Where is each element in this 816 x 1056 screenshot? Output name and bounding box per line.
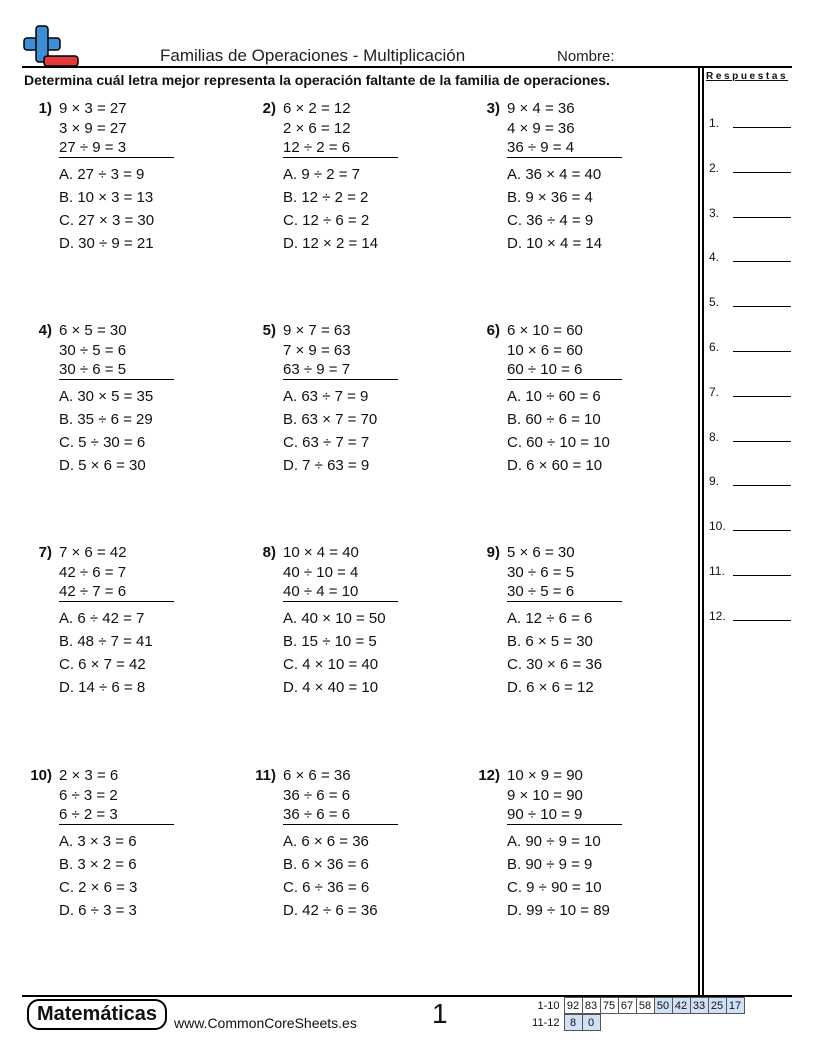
answer-option: B. 9 × 36 = 4 bbox=[507, 189, 593, 206]
fact-family-line: 10 × 9 = 90 bbox=[507, 767, 583, 784]
fact-family-line: 30 ÷ 6 = 5 bbox=[507, 563, 575, 581]
answer-blank[interactable] bbox=[733, 575, 791, 576]
problem-7 bbox=[22, 544, 222, 734]
fact-family-line: 42 ÷ 6 = 7 bbox=[59, 563, 127, 581]
answer-option: D. 14 ÷ 6 = 8 bbox=[59, 679, 146, 696]
fact-family-line: 10 × 6 = 60 bbox=[507, 341, 583, 359]
answer-option: C. 4 × 10 = 40 bbox=[283, 656, 379, 673]
answer-number: 7. bbox=[709, 384, 720, 399]
problem-number: 6) bbox=[486, 322, 500, 339]
answer-option: C. 30 × 6 = 36 bbox=[507, 656, 603, 673]
answer-row bbox=[709, 609, 793, 625]
score-cell: 67 bbox=[618, 998, 636, 1014]
answer-option: D. 30 ÷ 9 = 21 bbox=[59, 235, 154, 252]
answer-blank[interactable] bbox=[733, 306, 791, 307]
answer-option: D. 6 ÷ 3 = 3 bbox=[59, 902, 137, 919]
answer-option: A. 6 × 6 = 36 bbox=[283, 833, 369, 850]
answer-option: B. 12 ÷ 2 = 2 bbox=[283, 189, 369, 206]
problem-6 bbox=[470, 322, 670, 512]
answer-row bbox=[709, 519, 793, 535]
answer-number: 12. bbox=[709, 608, 726, 623]
fact-family-line: 36 ÷ 6 = 6 bbox=[283, 806, 398, 825]
fact-family-line: 6 × 5 = 30 bbox=[59, 322, 127, 339]
answer-option: D. 12 × 2 = 14 bbox=[283, 235, 379, 252]
answer-option: D. 4 × 40 = 10 bbox=[283, 679, 379, 696]
answer-option: C. 12 ÷ 6 = 2 bbox=[283, 212, 370, 229]
score-range-label: 1-10 bbox=[537, 999, 560, 1012]
answer-option: A. 12 ÷ 6 = 6 bbox=[507, 610, 593, 627]
answer-option: B. 60 ÷ 6 = 10 bbox=[507, 411, 601, 428]
score-table-row-2 bbox=[530, 1014, 601, 1031]
answer-option: A. 6 ÷ 42 = 7 bbox=[59, 610, 145, 627]
score-cell: 58 bbox=[636, 998, 654, 1014]
answer-blank[interactable] bbox=[733, 172, 791, 173]
answer-row bbox=[709, 474, 793, 490]
answer-option: B. 63 × 7 = 70 bbox=[283, 411, 378, 428]
math-logo-icon bbox=[22, 24, 80, 68]
answer-blank[interactable] bbox=[733, 217, 791, 218]
answer-option: C. 60 ÷ 10 = 10 bbox=[507, 434, 610, 451]
fact-family-line: 10 × 4 = 40 bbox=[283, 544, 359, 561]
problem-number: 1) bbox=[38, 100, 52, 117]
answer-option: A. 90 ÷ 9 = 10 bbox=[507, 833, 601, 850]
answer-column-divider bbox=[702, 68, 704, 996]
answer-blank[interactable] bbox=[733, 351, 791, 352]
answer-option: A. 3 × 3 = 6 bbox=[59, 833, 137, 850]
fact-family-line: 9 × 10 = 90 bbox=[507, 786, 583, 804]
problem-11 bbox=[246, 767, 446, 957]
fact-family-line: 27 ÷ 9 = 3 bbox=[59, 139, 174, 158]
answer-option: B. 6 × 36 = 6 bbox=[283, 856, 369, 873]
answer-option: A. 63 ÷ 7 = 9 bbox=[283, 388, 369, 405]
answer-option: D. 7 ÷ 63 = 9 bbox=[283, 457, 370, 474]
answer-option: B. 48 ÷ 7 = 41 bbox=[59, 633, 153, 650]
answer-option: C. 5 ÷ 30 = 6 bbox=[59, 434, 146, 451]
fact-family-line: 30 ÷ 5 = 6 bbox=[59, 341, 127, 359]
fact-family-line: 9 × 4 = 36 bbox=[507, 100, 575, 117]
fact-family-line: 6 ÷ 2 = 3 bbox=[59, 806, 174, 825]
fact-family-line: 12 ÷ 2 = 6 bbox=[283, 139, 398, 158]
name-label: Nombre: bbox=[557, 48, 615, 65]
fact-family-line: 4 × 9 = 36 bbox=[507, 119, 575, 137]
score-cell: 83 bbox=[582, 998, 600, 1014]
answer-option: B. 90 ÷ 9 = 9 bbox=[507, 856, 593, 873]
fact-family-line: 2 × 3 = 6 bbox=[59, 767, 119, 784]
problem-number: 2) bbox=[262, 100, 276, 117]
problem-2 bbox=[246, 100, 446, 290]
answer-option: A. 40 × 10 = 50 bbox=[283, 610, 386, 627]
score-cell: 33 bbox=[690, 998, 708, 1014]
answer-blank[interactable] bbox=[733, 396, 791, 397]
answer-option: C. 6 ÷ 36 = 6 bbox=[283, 879, 370, 896]
fact-family-line: 36 ÷ 6 = 6 bbox=[283, 786, 351, 804]
answer-column-divider bbox=[698, 68, 700, 996]
problem-8 bbox=[246, 544, 446, 734]
site-url: www.CommonCoreSheets.es bbox=[174, 1015, 357, 1031]
brand-badge: Matemáticas bbox=[27, 999, 167, 1030]
instructions: Determina cuál letra mejor representa la operación faltante de la familia de operaciones. bbox=[24, 72, 610, 88]
score-cell: 75 bbox=[600, 998, 618, 1014]
answer-number: 5. bbox=[709, 295, 720, 310]
fact-family-line: 9 × 3 = 27 bbox=[59, 100, 127, 117]
answer-number: 6. bbox=[709, 340, 720, 354]
fact-family-line: 6 × 10 = 60 bbox=[507, 322, 583, 339]
answer-option: B. 35 ÷ 6 = 29 bbox=[59, 411, 153, 428]
fact-family-line: 90 ÷ 10 = 9 bbox=[507, 806, 622, 825]
answer-option: C. 2 × 6 = 3 bbox=[59, 879, 138, 896]
answer-number: 8. bbox=[709, 429, 720, 444]
score-cell: 25 bbox=[708, 998, 726, 1014]
answer-number: 11. bbox=[709, 564, 725, 578]
answer-number: 9. bbox=[709, 474, 720, 489]
answer-option: B. 15 ÷ 10 = 5 bbox=[283, 633, 377, 650]
fact-family-line: 3 × 9 = 27 bbox=[59, 119, 127, 137]
fact-family-line: 7 × 6 = 42 bbox=[59, 544, 127, 561]
fact-family-line: 30 ÷ 5 = 6 bbox=[507, 583, 622, 602]
problem-number: 8) bbox=[262, 544, 276, 561]
score-cell: 42 bbox=[672, 998, 690, 1014]
problem-1 bbox=[22, 100, 222, 290]
fact-family-line: 6 × 2 = 12 bbox=[283, 100, 351, 117]
problem-number: 11) bbox=[255, 767, 276, 784]
answer-option: A. 36 × 4 = 40 bbox=[507, 166, 602, 183]
answer-blank[interactable] bbox=[733, 485, 791, 486]
answer-option: C. 9 ÷ 90 = 10 bbox=[507, 879, 602, 896]
answer-row bbox=[709, 564, 793, 580]
answer-option: C. 27 × 3 = 30 bbox=[59, 212, 155, 229]
answer-option: B. 3 × 2 = 6 bbox=[59, 856, 137, 873]
answer-row bbox=[709, 250, 793, 266]
answer-number: 1. bbox=[709, 116, 720, 130]
answer-blank[interactable] bbox=[733, 127, 791, 128]
answer-option: C. 63 ÷ 7 = 7 bbox=[283, 434, 370, 451]
score-cell: 17 bbox=[726, 998, 744, 1014]
answer-number: 2. bbox=[709, 160, 720, 175]
page-title: Familias de Operaciones - Multiplicación bbox=[160, 46, 466, 65]
fact-family-line: 6 ÷ 3 = 2 bbox=[59, 786, 118, 804]
answer-blank[interactable] bbox=[733, 620, 791, 621]
problem-number: 7) bbox=[38, 544, 52, 561]
fact-family-line: 36 ÷ 9 = 4 bbox=[507, 139, 622, 158]
answer-option: A. 10 ÷ 60 = 6 bbox=[507, 388, 601, 405]
score-cell: 50 bbox=[654, 998, 672, 1014]
fact-family-line: 7 × 9 = 63 bbox=[283, 341, 351, 359]
answer-option: D. 10 × 4 = 14 bbox=[507, 235, 603, 252]
fact-family-line: 60 ÷ 10 = 6 bbox=[507, 361, 622, 380]
answer-row bbox=[709, 340, 793, 356]
answer-option: A. 9 ÷ 2 = 7 bbox=[283, 166, 361, 183]
answer-option: A. 27 ÷ 3 = 9 bbox=[59, 166, 145, 183]
top-divider bbox=[22, 66, 792, 68]
answer-number: 4. bbox=[709, 250, 720, 265]
problem-number: 9) bbox=[486, 544, 500, 561]
problem-4 bbox=[22, 322, 222, 512]
answer-number: 10. bbox=[709, 519, 726, 534]
problem-number: 3) bbox=[486, 100, 500, 117]
fact-family-line: 2 × 6 = 12 bbox=[283, 119, 351, 137]
answer-option: D. 6 × 60 = 10 bbox=[507, 457, 603, 474]
answer-row bbox=[709, 295, 793, 311]
score-cell: 8 bbox=[564, 1015, 582, 1031]
problem-5 bbox=[246, 322, 446, 512]
fact-family-line: 30 ÷ 6 = 5 bbox=[59, 361, 174, 380]
problem-10 bbox=[22, 767, 222, 957]
fact-family-line: 42 ÷ 7 = 6 bbox=[59, 583, 174, 602]
answer-row bbox=[709, 116, 793, 132]
answer-row bbox=[709, 206, 793, 222]
score-range-label: 11-12 bbox=[532, 1016, 560, 1029]
fact-family-line: 63 ÷ 9 = 7 bbox=[283, 361, 398, 380]
problem-number: 5) bbox=[262, 322, 276, 339]
answer-row bbox=[709, 161, 793, 177]
answer-option: D. 99 ÷ 10 = 89 bbox=[507, 902, 610, 919]
problem-12 bbox=[470, 767, 670, 957]
answer-row bbox=[709, 385, 793, 401]
problem-9 bbox=[470, 544, 670, 734]
answer-option: C. 6 × 7 = 42 bbox=[59, 656, 146, 673]
page-number: 1 bbox=[432, 998, 448, 1029]
score-cell: 92 bbox=[564, 998, 582, 1014]
problem-number: 12) bbox=[478, 767, 500, 784]
answer-number: 3. bbox=[709, 205, 720, 220]
answer-option: D. 5 × 6 = 30 bbox=[59, 457, 146, 474]
score-table-row-1 bbox=[530, 997, 745, 1014]
fact-family-line: 6 × 6 = 36 bbox=[283, 767, 351, 784]
fact-family-line: 5 × 6 = 30 bbox=[507, 544, 575, 561]
answers-title: Respuestas bbox=[706, 71, 789, 82]
problem-3 bbox=[470, 100, 670, 290]
answer-option: D. 6 × 6 = 12 bbox=[507, 679, 594, 696]
fact-family-line: 40 ÷ 10 = 4 bbox=[283, 563, 359, 581]
answer-blank[interactable] bbox=[733, 441, 791, 442]
answer-blank[interactable] bbox=[733, 261, 791, 262]
answer-blank[interactable] bbox=[733, 530, 791, 531]
fact-family-line: 9 × 7 = 63 bbox=[283, 322, 351, 339]
score-cell: 0 bbox=[582, 1015, 600, 1031]
problem-number: 4) bbox=[38, 322, 52, 339]
fact-family-line: 40 ÷ 4 = 10 bbox=[283, 583, 398, 602]
answer-option: C. 36 ÷ 4 = 9 bbox=[507, 212, 594, 229]
answer-option: B. 6 × 5 = 30 bbox=[507, 633, 593, 650]
answer-row bbox=[709, 430, 793, 446]
answer-option: A. 30 × 5 = 35 bbox=[59, 388, 154, 405]
answer-option: D. 42 ÷ 6 = 36 bbox=[283, 902, 378, 919]
answer-option: B. 10 × 3 = 13 bbox=[59, 189, 154, 206]
problem-number: 10) bbox=[30, 767, 52, 784]
